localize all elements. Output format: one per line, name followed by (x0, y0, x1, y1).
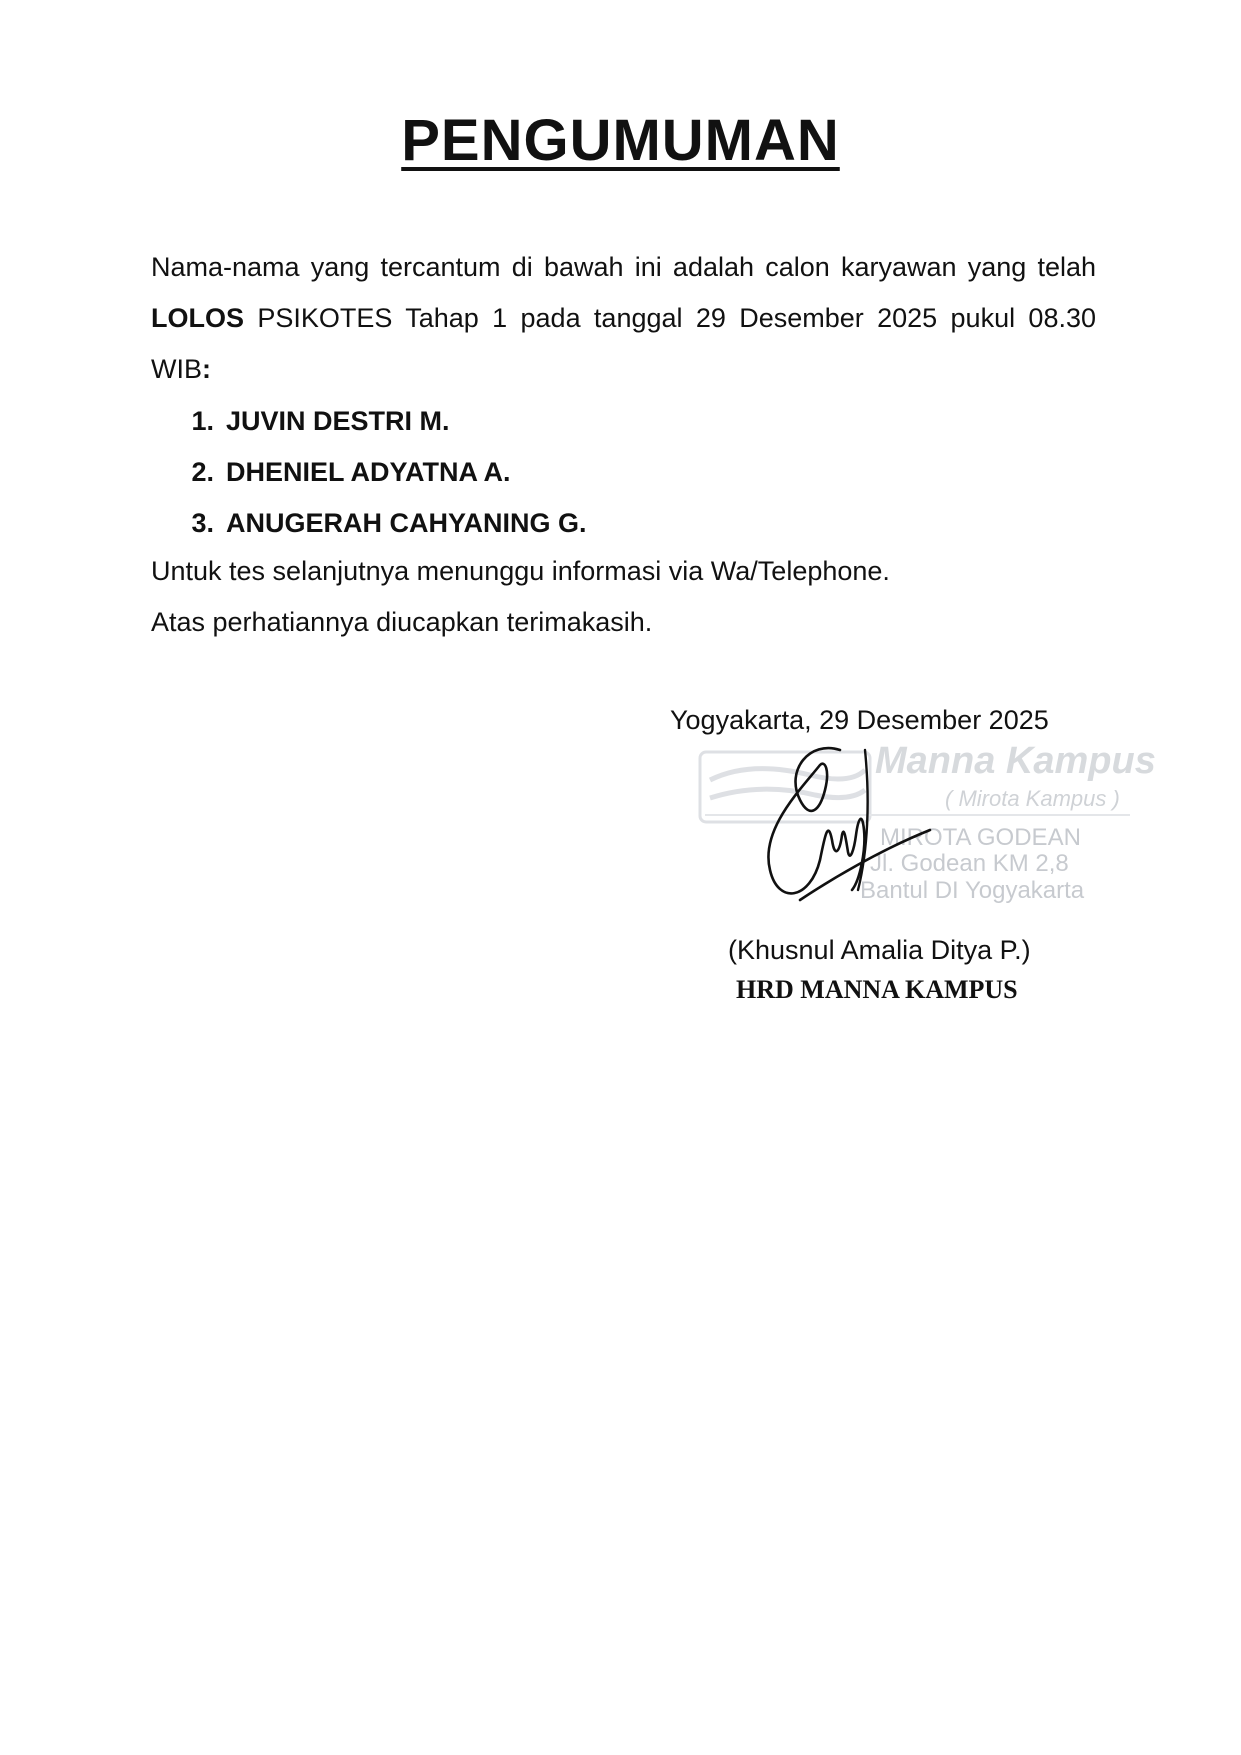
intro-text-2: PSIKOTES Tahap 1 pada tanggal 29 Desember 2025 pukul 08.30 WIB (151, 303, 1096, 384)
list-item (151, 498, 587, 549)
next-info-text: Untuk tes selanjutnya menunggu informasi via Wa/Telephone. (151, 556, 890, 586)
list-item-name: JUVIN DESTRI M. (226, 406, 450, 436)
stamp-sub: ( Mirota Kampus ) (945, 786, 1120, 811)
list-item-number: 2. (191, 457, 214, 487)
list-item-number: 3. (191, 508, 214, 538)
list-item (151, 447, 587, 498)
intro-colon: : (202, 354, 211, 384)
intro-bold-lolos: LOLOS (151, 303, 244, 333)
stamp-brand: Manna Kampus (875, 740, 1156, 782)
signer-role: HRD MANNA KAMPUS (736, 975, 1018, 1004)
intro-text-1: Nama-nama yang tercantum di bawah ini adalah calon karyawan yang telah (151, 252, 1096, 282)
stamp-line-1: MIROTA GODEAN (880, 824, 1081, 851)
page-title (0, 108, 1241, 173)
list-item (151, 396, 587, 447)
candidate-list (151, 396, 587, 549)
intro-paragraph (151, 242, 1096, 395)
stamp-line-2: Jl. Godean KM 2,8 (870, 850, 1069, 877)
stamp-line-3: Bantul DI Yogyakarta (860, 877, 1085, 904)
list-item-name: ANUGERAH CAHYANING G. (226, 508, 587, 538)
place-date: Yogyakarta, 29 Desember 2025 (670, 705, 1049, 735)
title-text: PENGUMUMAN (401, 108, 840, 173)
signer-name: (Khusnul Amalia Ditya P.) (728, 935, 1031, 965)
thanks-text: Atas perhatiannya diucapkan terimakasih. (151, 607, 653, 637)
list-item-name: DHENIEL ADYATNA A. (226, 457, 511, 487)
list-item-number: 1. (191, 406, 214, 436)
signature-icon (740, 740, 940, 920)
